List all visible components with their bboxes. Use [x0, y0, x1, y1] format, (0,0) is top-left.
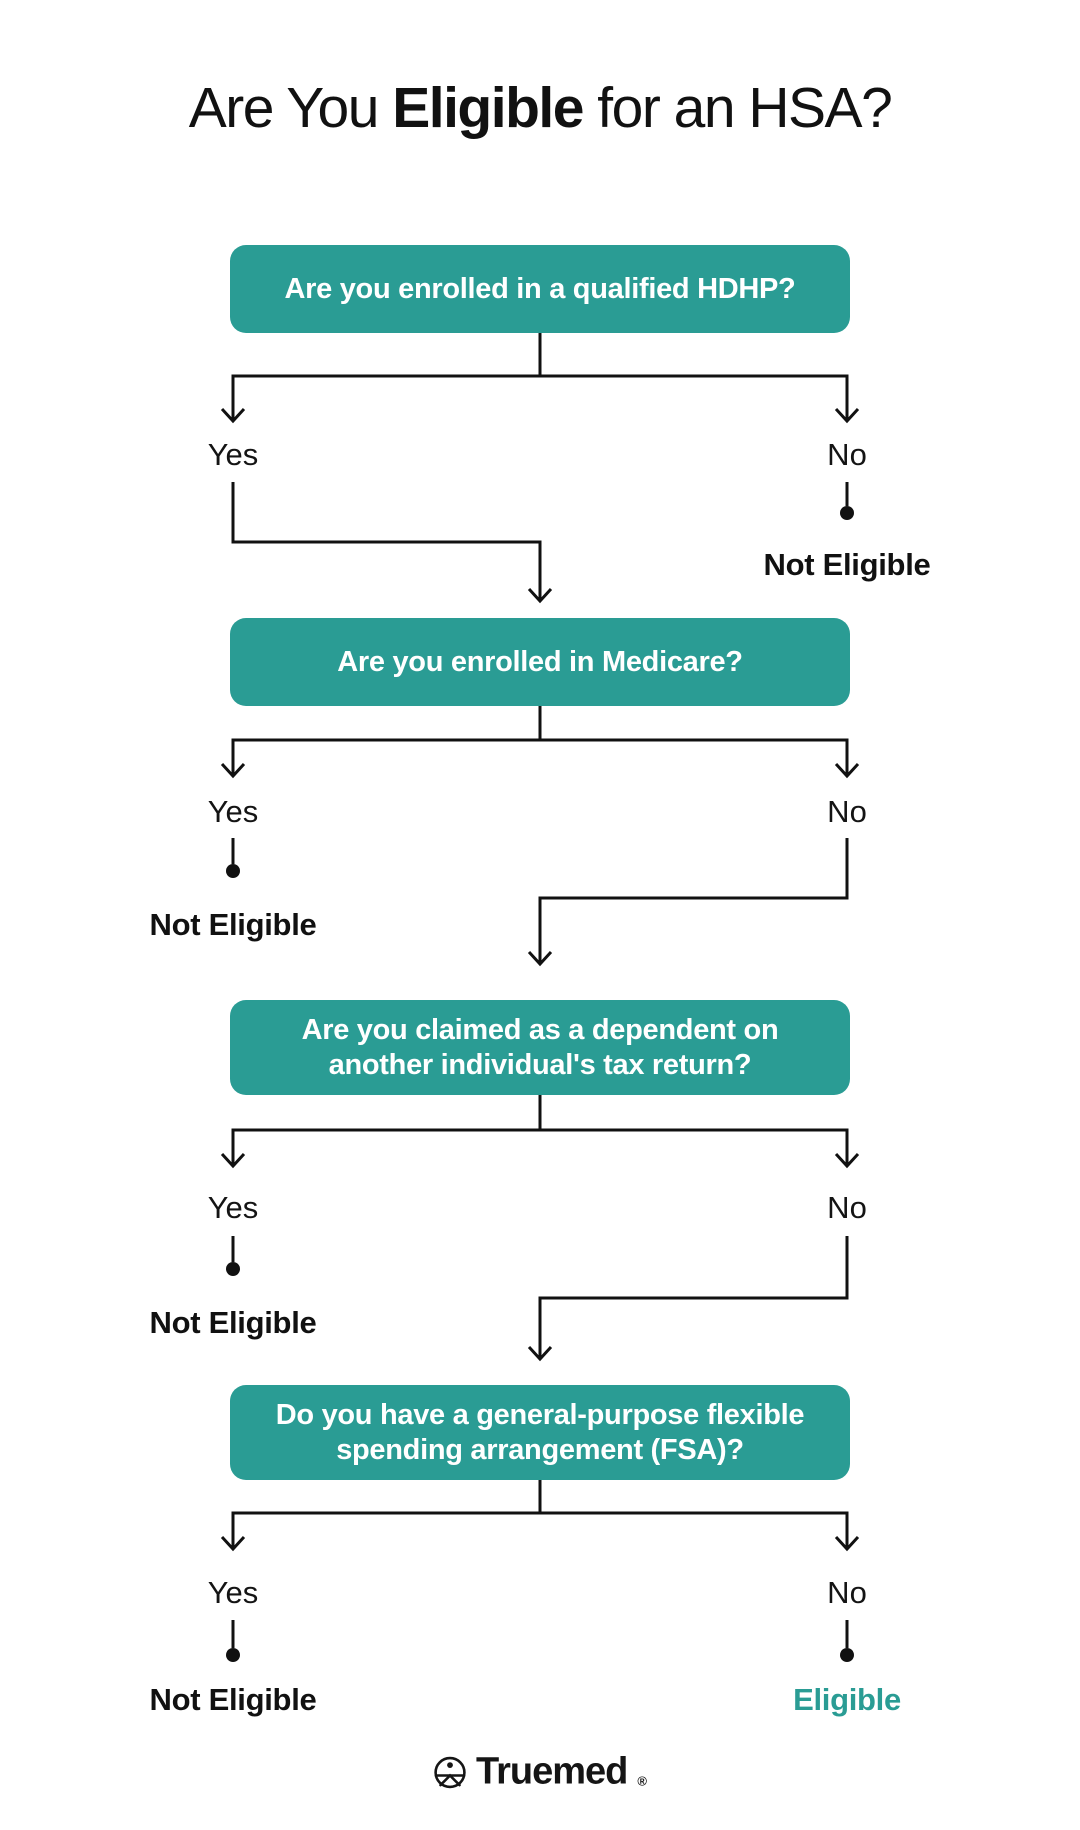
registered-mark: ® — [637, 1773, 647, 1789]
split-line — [233, 376, 847, 420]
question-text: Are you enrolled in a qualified HDHP? — [284, 272, 796, 305]
branch-label-yes-1: Yes — [207, 437, 259, 472]
question-text: Do you have a general-purpose flexible spending arrangement (FSA)? — [275, 1399, 805, 1466]
title-prefix: Are You — [188, 76, 393, 140]
truemed-logo — [433, 1751, 647, 1794]
terminal-dot — [226, 864, 240, 878]
split-line — [233, 1130, 847, 1165]
no-elbow-line — [540, 1236, 847, 1358]
question-box-hdhp — [230, 245, 850, 333]
split-line — [233, 740, 847, 775]
branch-label-no-4: No — [827, 1575, 867, 1610]
outcome-eligible: Eligible — [793, 1682, 901, 1717]
outcome-not-eligible-1: Not Eligible — [763, 547, 931, 582]
connector-level-2 — [222, 706, 858, 964]
title-suffix: for an HSA? — [582, 76, 892, 140]
question-text: Are you claimed as a dependent on another individual's tax return? — [301, 1014, 779, 1081]
branch-label-no-2: No — [827, 794, 867, 829]
connector-level-3 — [222, 1095, 858, 1359]
title-emphasis: Eligible — [392, 76, 583, 140]
branch-label-no-1: No — [827, 437, 867, 472]
yes-elbow-line — [233, 482, 540, 600]
branch-label-yes-3: Yes — [207, 1190, 259, 1225]
terminal-dot — [226, 1262, 240, 1276]
terminal-dot — [840, 1648, 854, 1662]
question-box-fsa — [230, 1385, 850, 1480]
brand-wordmark: Truemed — [476, 1750, 628, 1793]
question-box-medicare — [230, 618, 850, 706]
branch-label-no-3: No — [827, 1190, 867, 1225]
no-elbow-line — [540, 838, 847, 963]
connector-level-4 — [222, 1480, 858, 1662]
branch-label-yes-2: Yes — [207, 794, 259, 829]
outcome-not-eligible-3: Not Eligible — [149, 1305, 317, 1340]
truemed-mark-icon — [433, 1755, 467, 1789]
outcome-not-eligible-2: Not Eligible — [149, 907, 317, 942]
logo-head-dot — [447, 1762, 453, 1768]
question-box-dependent — [230, 1000, 850, 1095]
terminal-dot — [840, 506, 854, 520]
question-text: Are you enrolled in Medicare? — [337, 645, 743, 678]
terminal-dot — [226, 1648, 240, 1662]
logo-peak-lines — [441, 1775, 460, 1785]
branch-label-yes-4: Yes — [207, 1575, 259, 1610]
outcome-not-eligible-4: Not Eligible — [149, 1682, 317, 1717]
split-line — [233, 1513, 847, 1548]
